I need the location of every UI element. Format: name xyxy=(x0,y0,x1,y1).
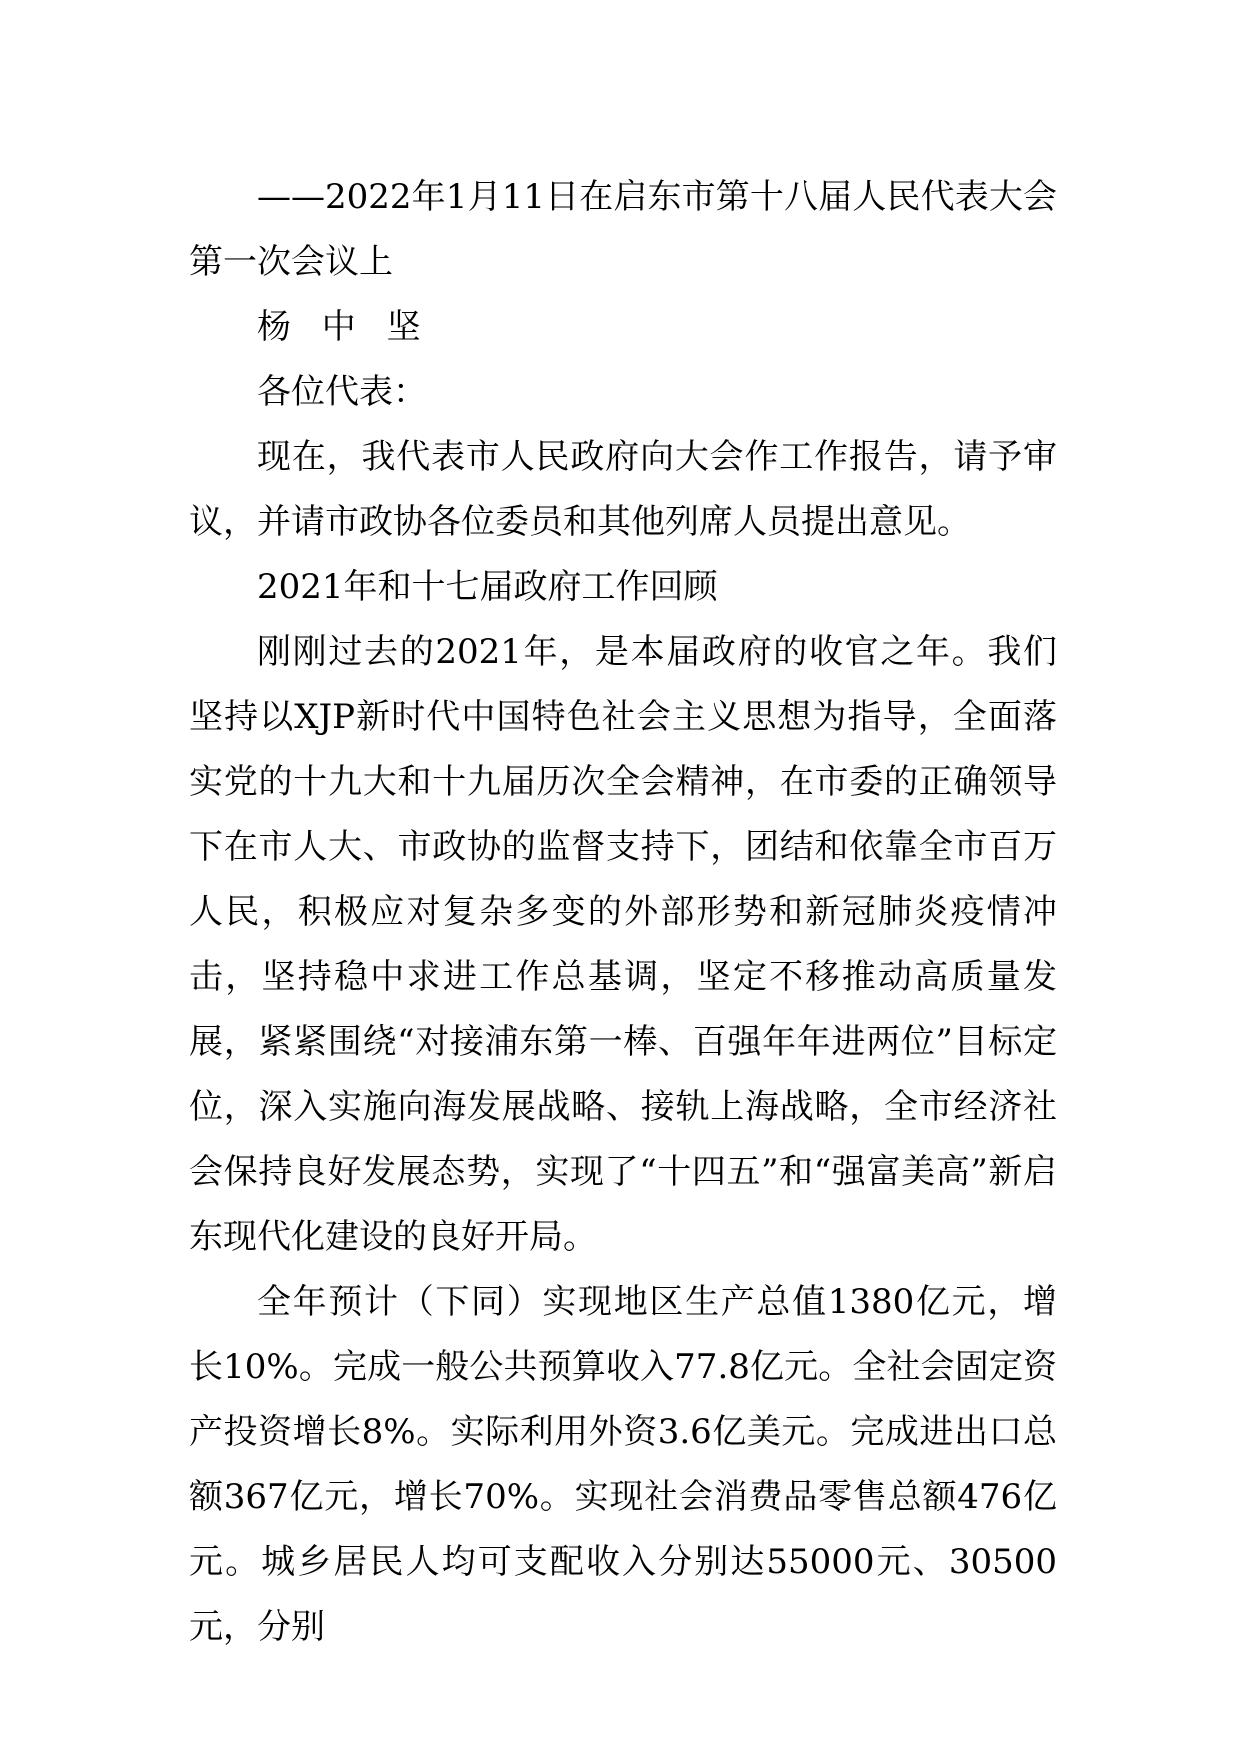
subtitle-line: ——2022年1月11日在启东市第十八届人民代表大会第一次会议上 xyxy=(189,177,1057,282)
body-paragraph-2: 全年预计（下同）实现地区生产总值1380亿元，增长10%。完成一般公共预算收入77.8亿元。全社会固定资产投资增长8%。实际利用外资3.6亿美元。完成进出口总额367亿元，增长70%。实现社会消费品零售总额476亿元。城乡居民人均可支配收入分别达55000元、30500元，分别 xyxy=(189,1282,1057,1647)
body-paragraph-1: 刚刚过去的2021年，是本届政府的收官之年。我们坚持以XJP新时代中国特色社会主义思想为指导，全面落实党的十九大和十九届历次全会精神，在市委的正确领导下在市人大、市政协的监督支持下，团结和依靠全市百万人民，积极应对复杂多变的外部形势和新冠肺炎疫情冲击，坚持稳中求进工作总基调，坚定不移推动高质量发展，紧紧围绕“对接浦东第一棒、百强年年进两位”目标定位，深入实施向海发展战略、接轨上海战略，全市经济社会保持良好发展态势，实现了“十四五”和“强富美高”新启东现代化建设的良好开局。 xyxy=(189,632,1057,1257)
intro-paragraph: 现在，我代表市人民政府向大会作工作报告，请予审议，并请市政协各位委员和其他列席人员提出意见。 xyxy=(189,437,1057,542)
salutation: 各位代表： xyxy=(257,372,427,412)
document-page xyxy=(189,165,1057,1660)
author-name: 杨 中 坚 xyxy=(257,307,431,347)
section-heading: 2021年和十七届政府工作回顾 xyxy=(257,567,718,607)
